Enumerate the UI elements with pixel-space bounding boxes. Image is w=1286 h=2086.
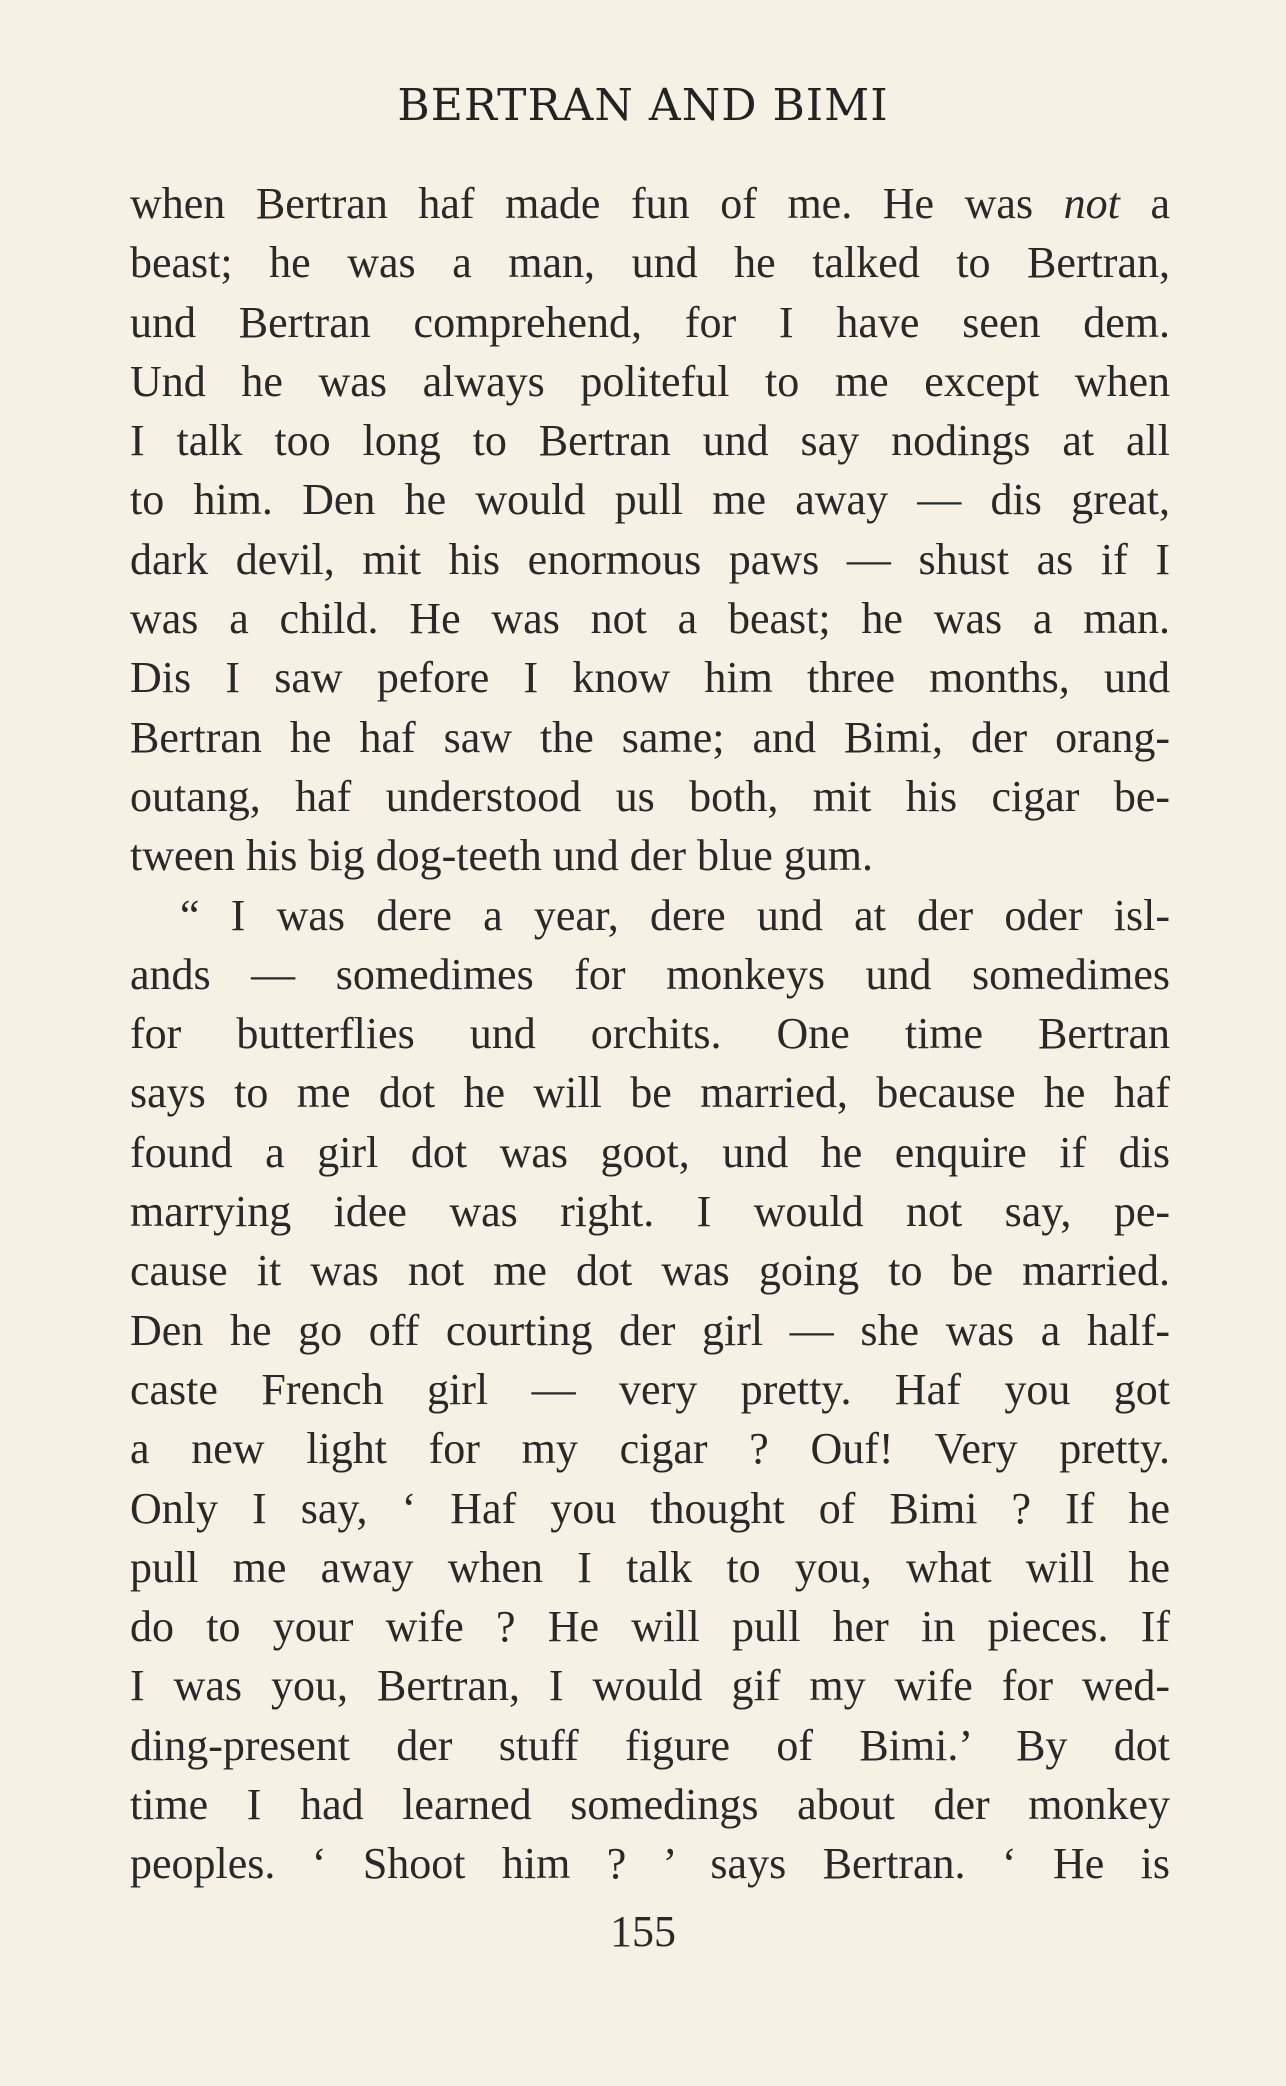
page-number: 155: [610, 1907, 676, 1956]
text-line: [130, 1123, 1170, 1182]
text-line: [130, 1004, 1170, 1063]
text-line: [130, 233, 1170, 292]
text-line: [130, 530, 1170, 589]
text-line: [130, 1597, 1170, 1656]
text-run: found a girl dot was goot, und he enquire if dis: [130, 1127, 1170, 1177]
text-line: [130, 470, 1170, 529]
running-head: BERTRAN AND BIMI: [397, 80, 889, 131]
text-line: [130, 1775, 1170, 1834]
text-run: “ I was dere a year, dere und at der oder isl-: [180, 890, 1170, 940]
text-run: outang, haf understood us both, mit his cigar be-: [130, 771, 1170, 821]
text-run: beast; he was a man, und he talked to Bertran,: [130, 238, 1170, 288]
text-line: [130, 826, 1170, 885]
text-run: Und he was always politeful to me except when: [130, 356, 1170, 406]
text-run: cause it was not me dot was going to be married.: [130, 1246, 1170, 1296]
text-line: [130, 767, 1170, 826]
text-line: [130, 1419, 1170, 1478]
text-line: [130, 648, 1170, 707]
text-line: [130, 886, 1170, 945]
text-run: a: [1119, 179, 1171, 228]
text-run: pull me away when I talk to you, what will he: [130, 1542, 1170, 1592]
text-run: peoples. ‘ Shoot him ? ’ says Bertran. ‘ He is: [130, 1839, 1170, 1889]
text-line: [130, 293, 1170, 352]
text-line: [130, 1360, 1170, 1419]
text-line: [130, 1479, 1170, 1538]
text-run: says to me dot he will be married, because he haf: [130, 1068, 1170, 1118]
text-run: time I had learned somedings about der monkey: [130, 1780, 1170, 1830]
text-line: [130, 1063, 1170, 1122]
text-line: [130, 708, 1170, 767]
text-line: [130, 1716, 1170, 1775]
text-run: Bertran he haf saw the same; and Bimi, der orang-: [130, 712, 1170, 762]
text-line: [130, 1182, 1170, 1241]
text-run: Dis I saw pefore I know him three months, und: [130, 653, 1170, 703]
text-run: und Bertran comprehend, for I have seen dem.: [130, 297, 1170, 347]
text-run: I talk too long to Bertran und say nodings at all: [130, 416, 1170, 466]
text-run: Den he go off courting der girl — she was a half-: [130, 1305, 1170, 1355]
text-run: Only I say, ‘ Haf you thought of Bimi ? If he: [130, 1483, 1170, 1533]
text-run: for butterflies und orchits. One time Bertran: [130, 1009, 1170, 1059]
text-run: a new light for my cigar ? Ouf! Very pretty.: [130, 1424, 1170, 1474]
text-run: I was you, Bertran, I would gif my wife for wed-: [130, 1661, 1170, 1711]
emphasis: not: [1063, 179, 1120, 228]
text-line: [130, 1656, 1170, 1715]
text-line: [130, 352, 1170, 411]
text-line: [130, 945, 1170, 1004]
text-line: [130, 1241, 1170, 1300]
text-run: ding-present der stuff figure of Bimi.’ By dot: [130, 1720, 1170, 1770]
text-run: tween his big dog-teeth und der blue gum.: [130, 831, 873, 881]
text-line: [130, 589, 1170, 648]
text-run: dark devil, mit his enormous paws — shust as if I: [130, 534, 1170, 584]
text-run: marrying idee was right. I would not say, pe-: [130, 1187, 1170, 1237]
text-run: do to your wife ? He will pull her in pieces. If: [130, 1602, 1170, 1652]
text-run: when Bertran haf made fun of me. He was: [130, 179, 1064, 228]
text-run: to him. Den he would pull me away — dis great,: [130, 475, 1170, 525]
text-run: caste French girl — very pretty. Haf you got: [130, 1364, 1170, 1414]
text-line: [130, 174, 1170, 233]
text-run: was a child. He was not a beast; he was a man.: [130, 594, 1170, 644]
text-run: ands — somedimes for monkeys und somedimes: [130, 949, 1170, 999]
text-line: [130, 411, 1170, 470]
body-text: [130, 174, 1170, 1894]
text-line: [130, 1538, 1170, 1597]
text-line: [130, 1834, 1170, 1893]
text-line: [130, 1301, 1170, 1360]
